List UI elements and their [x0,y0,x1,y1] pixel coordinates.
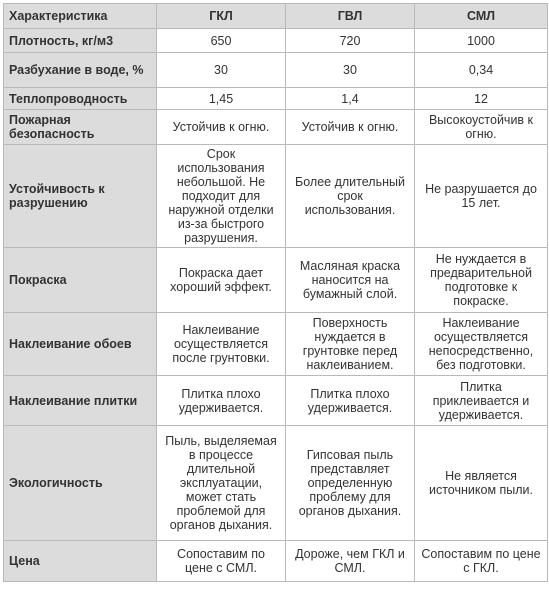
row-label: Экологичность [4,426,157,541]
cell-gvl: Поверхность нуждается в грунтовке перед наклеиванием. [286,313,415,376]
cell-sml: 1000 [415,29,548,53]
row-label: Пожарная безопасность [4,110,157,145]
table-header-row [4,4,548,29]
cell-gvl: Плитка плохо удерживается. [286,376,415,426]
cell-gkl: 650 [157,29,286,53]
cell-sml: Не разрушается до 15 лет. [415,145,548,248]
table-row [4,248,548,313]
header-sml: СМЛ [415,4,548,29]
cell-gvl: 30 [286,53,415,88]
comparison-table [3,3,548,582]
cell-sml: Плитка приклеивается и удерживается. [415,376,548,426]
cell-gkl: 30 [157,53,286,88]
cell-gkl: Устойчив к огню. [157,110,286,145]
table-row [4,426,548,541]
table-row [4,110,548,145]
cell-sml: Высокоустойчив к огню. [415,110,548,145]
row-label: Устойчивость к разрушению [4,145,157,248]
row-label: Теплопроводность [4,88,157,110]
cell-sml: Не является источником пыли. [415,426,548,541]
cell-gkl: 1,45 [157,88,286,110]
cell-gkl: Плитка плохо удерживается. [157,376,286,426]
table-row [4,53,548,88]
cell-gvl: Более длительный срок использования. [286,145,415,248]
header-gvl: ГВЛ [286,4,415,29]
cell-gkl: Наклеивание осуществляется после грунтовки. [157,313,286,376]
header-characteristic: Характеристика [4,4,157,29]
cell-gvl: 1,4 [286,88,415,110]
table-row [4,313,548,376]
cell-gvl: Устойчив к огню. [286,110,415,145]
row-label: Разбухание в воде, % [4,53,157,88]
cell-sml: 12 [415,88,548,110]
table-row [4,145,548,248]
cell-gkl: Пыль, выделяемая в процессе длительной эксплуатации, может стать проблемой для органов дыхания. [157,426,286,541]
cell-gvl: Дороже, чем ГКЛ и СМЛ. [286,541,415,582]
table-row [4,29,548,53]
table-row [4,88,548,110]
comparison-table-container [3,3,547,582]
row-label: Наклеивание обоев [4,313,157,376]
row-label: Наклеивание плитки [4,376,157,426]
cell-sml: Сопоставим по цене с ГКЛ. [415,541,548,582]
cell-sml: Не нуждается в предварительной подготовке к покраске. [415,248,548,313]
cell-gkl: Сопоставим по цене с СМЛ. [157,541,286,582]
table-row [4,541,548,582]
row-label: Покраска [4,248,157,313]
cell-gkl: Покраска дает хороший эффект. [157,248,286,313]
table-row [4,376,548,426]
row-label: Плотность, кг/м3 [4,29,157,53]
row-label: Цена [4,541,157,582]
cell-gvl: Масляная краска наносится на бумажный слой. [286,248,415,313]
cell-gkl: Срок использования небольшой. Не подходит для наружной отделки из-за быстрого разрушения. [157,145,286,248]
cell-sml: Наклеивание осуществляется непосредственно, без подготовки. [415,313,548,376]
cell-sml: 0,34 [415,53,548,88]
header-gkl: ГКЛ [157,4,286,29]
cell-gvl: 720 [286,29,415,53]
cell-gvl: Гипсовая пыль представляет определенную проблему для органов дыхания. [286,426,415,541]
